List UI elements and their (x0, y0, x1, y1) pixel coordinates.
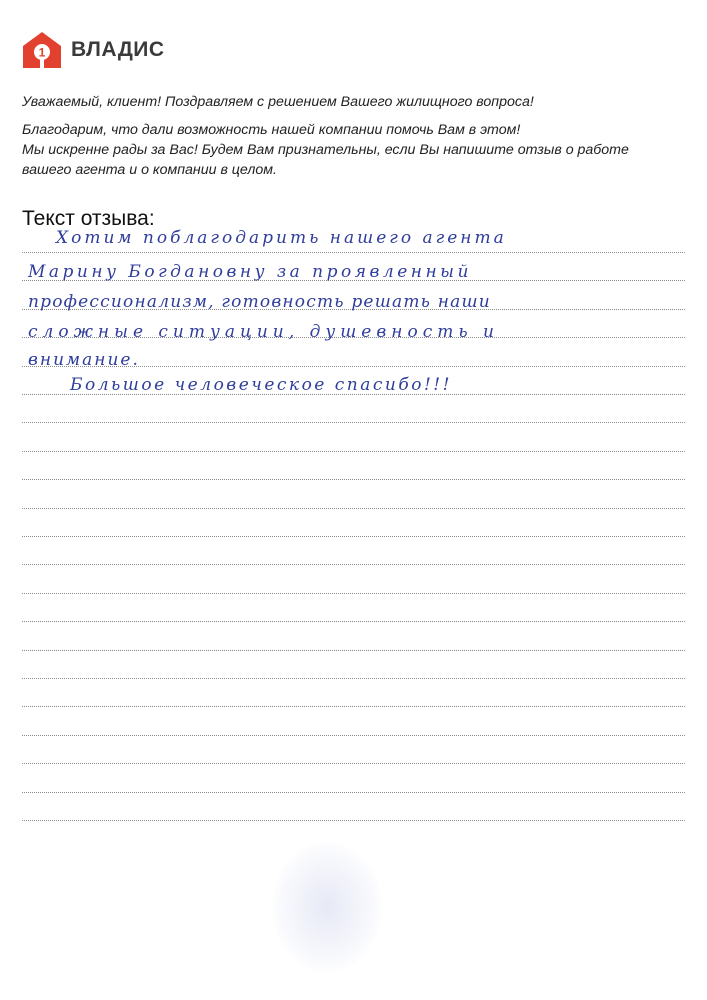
ruled-line (22, 678, 685, 679)
ruled-line (22, 650, 685, 651)
ruled-line (22, 706, 685, 707)
paper-smudge (272, 842, 382, 972)
handwritten-line-5: внимание. (28, 350, 140, 370)
thanks-text: Благодарим, что дали возможность нашей компании помочь Вам в этом! (22, 122, 521, 138)
review-heading: Текст отзыва: (22, 207, 155, 230)
greeting-text: Уважаемый, клиент! Поздравляем с решением Вашего жилищного вопроса! (22, 94, 534, 110)
ruled-line (22, 621, 685, 622)
request-text-cont: вашего агента и о компании в целом. (22, 162, 277, 178)
ruled-line (22, 593, 685, 594)
ruled-line (22, 422, 685, 423)
ruled-line (22, 763, 685, 764)
ruled-line (22, 536, 685, 537)
ruled-line (22, 792, 685, 793)
brand-name: ВЛАДИС (71, 38, 165, 61)
request-text: Мы искренне рады за Вас! Будем Вам признательны, если Вы напишите отзыв о работе (22, 142, 629, 158)
handwritten-line-4: сложные ситуации, душевность и (28, 322, 499, 342)
ruled-line (22, 479, 685, 480)
ruled-line (22, 564, 685, 565)
ruled-line (22, 252, 685, 253)
handwritten-line-3: профессионализм, готовность решать наши (28, 292, 491, 312)
handwritten-line-6: Большое человеческое спасибо!!! (70, 375, 452, 395)
handwritten-line-1: Хотим поблагодарить нашего агента (56, 228, 507, 248)
ruled-line (22, 451, 685, 452)
ruled-line (22, 820, 685, 821)
logo-badge-number: 1 (38, 45, 46, 60)
ruled-line (22, 735, 685, 736)
ruled-line (22, 508, 685, 509)
handwritten-line-2: Марину Богдановну за проявленный (28, 262, 472, 282)
